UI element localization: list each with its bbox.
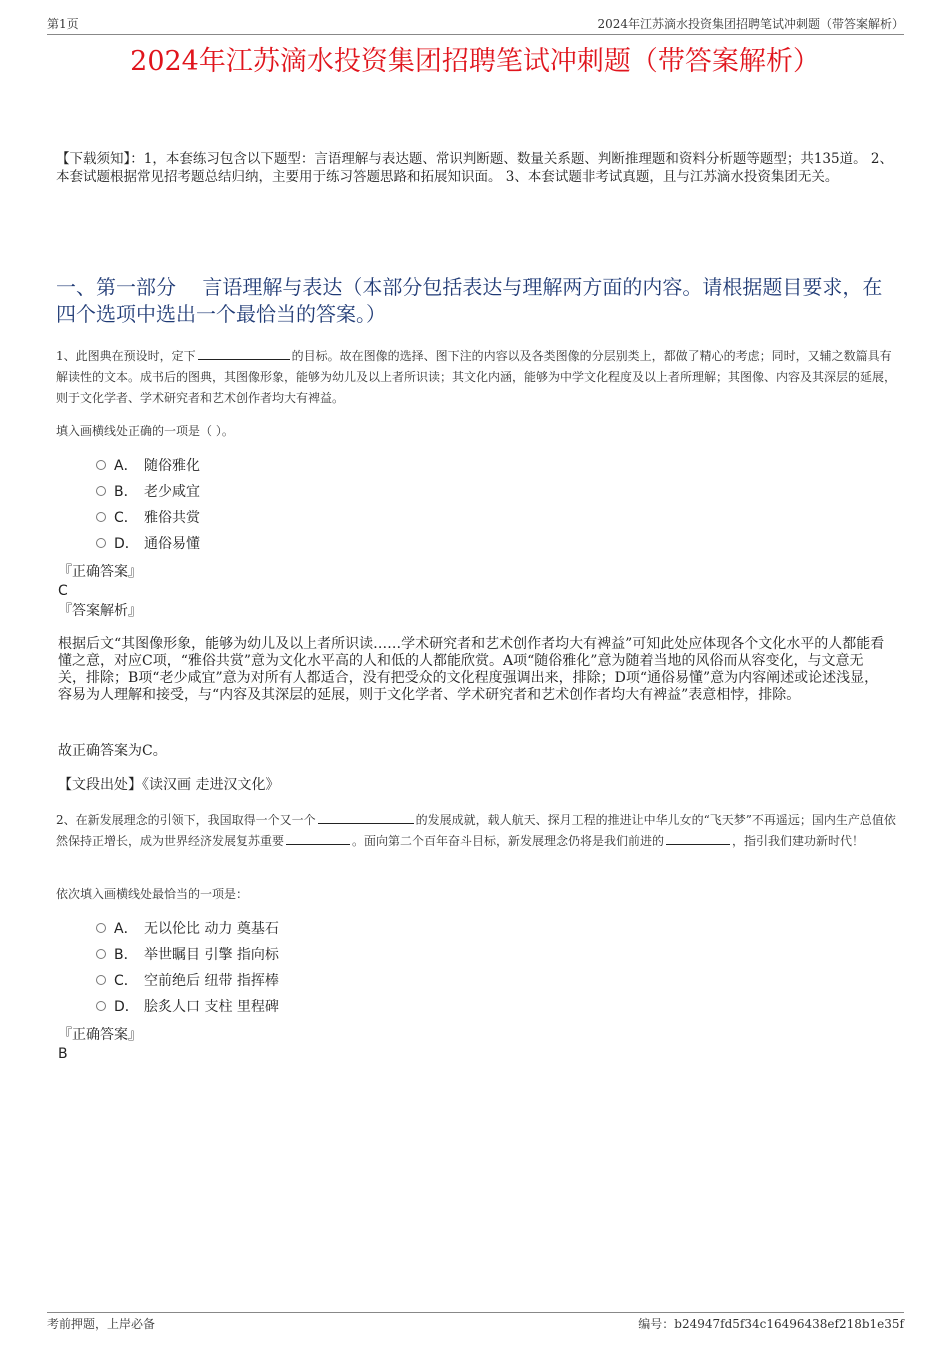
option-d[interactable]: D． 通俗易懂 xyxy=(96,531,200,557)
page-footer xyxy=(47,1312,904,1333)
fill-blank xyxy=(318,810,414,824)
page-number: 第1页 xyxy=(47,17,79,31)
answer-label: 『正确答案』 xyxy=(58,564,142,580)
analysis-label: 『答案解析』 xyxy=(58,603,142,619)
question-1-stem: 1、此图典在预设时，定下 的目标。故在图像的选择、图下注的内容以及各类图像的分层别类上，都做了精心的考虑；同时，又辅之数篇具有解读性的文本。成书后的图典，其图像形象，能够为幼儿及以上者所识读；其文化内涵，能够为中学文化程度及以上者所理解；其图像、内容及其深层的延展，则于文化学者、学术研究者和艺术创作者均大有裨益。 xyxy=(56,346,902,409)
radio-icon[interactable] xyxy=(96,975,106,985)
question-1-prompt: 填入画横线处正确的一项是（ ）。 xyxy=(56,424,234,438)
page-header xyxy=(47,16,904,35)
radio-icon[interactable] xyxy=(96,512,106,522)
radio-icon[interactable] xyxy=(96,538,106,548)
radio-icon[interactable] xyxy=(96,460,106,470)
document-title: 2024年江苏滴水投资集团招聘笔试冲刺题（带答案解析） xyxy=(130,46,820,77)
answer-analysis: 根据后文“其图像形象，能够为幼儿及以上者所识读……学术研究者和艺术创作者均大有裨益”可知此处应体现各个文化水平的人都能看懂之意，对应C项，“雅俗共赏”意为文化水平高的人和低的人都能欣赏。A项“随俗雅化”意为随着当地的风俗而从容变化，与文意无关，排除；B项“老少咸宜”意为对所有人都适合，没有把受众的文化程度强调出来，排除；D项“通俗易懂”意为内容阐述或论述浅显，容易为人理解和接受，与“内容及其深层的延展，则于文化学者、学术研究者和艺术创作者均大有裨益”表意相悖，排除。 xyxy=(58,636,885,703)
option-a[interactable]: A． 无以伦比 动力 奠基石 xyxy=(96,916,279,942)
fill-blank xyxy=(666,831,730,845)
option-d[interactable]: D． 脍炙人口 支柱 里程碑 xyxy=(96,994,279,1020)
footer-slogan: 考前押题，上岸必备 xyxy=(47,1317,156,1331)
option-a[interactable]: A． 随俗雅化 xyxy=(96,453,200,479)
option-c[interactable]: C． 雅俗共赏 xyxy=(96,505,200,531)
radio-icon[interactable] xyxy=(96,923,106,933)
fill-blank xyxy=(286,831,350,845)
passage-source: 【文段出处】《读汉画 走进汉文化》 xyxy=(58,777,280,793)
download-notice: 【下载须知】：1，本套练习包含以下题型：言语理解与表达题、常识判断题、数量关系题、判断推理题和资料分析题等题型；共135道。 2、本套试题根据常见招考题总结归纳，主要用于练习答题思路和拓展知识面。 3、本套试题非考试真题，且与江苏滴水投资集团无关。 xyxy=(56,151,893,185)
question-2-stem: 2、在新发展理念的引领下，我国取得一个又一个 的发展成就，载人航天、探月工程的推进让中华儿女的“飞天梦”不再遥远；国内生产总值依然保持正增长，成为世界经济发展复苏重要 。面向第二个百年奋斗目标，新发展理念仍将是我们前进的 ，指引我们建功新时代！ xyxy=(56,810,902,852)
radio-icon[interactable] xyxy=(96,486,106,496)
header-doc-title: 2024年江苏滴水投资集团招聘笔试冲刺题（带答案解析） xyxy=(597,17,904,31)
answer-value: B xyxy=(58,1046,68,1062)
section-title: 一、第一部分 言语理解与表达（本部分包括表达与理解两方面的内容。请根据题目要求，在四个选项中选出一个最恰当的答案。） xyxy=(56,275,883,326)
radio-icon[interactable] xyxy=(96,949,106,959)
option-b[interactable]: B． 举世瞩目 引擎 指向标 xyxy=(96,942,279,968)
question-1-options xyxy=(96,453,200,557)
question-2-prompt: 依次填入画横线处最恰当的一项是： xyxy=(56,887,249,901)
option-b[interactable]: B． 老少咸宜 xyxy=(96,479,200,505)
answer-value: C xyxy=(58,583,68,599)
answer-conclusion: 故正确答案为C。 xyxy=(58,743,167,759)
option-c[interactable]: C． 空前绝后 纽带 指挥棒 xyxy=(96,968,279,994)
radio-icon[interactable] xyxy=(96,1001,106,1011)
answer-label: 『正确答案』 xyxy=(58,1027,142,1043)
fill-blank xyxy=(198,346,290,360)
question-2-options xyxy=(96,916,279,1020)
footer-code: 编号：b24947fd5f34c16496438ef218b1e35f xyxy=(638,1317,904,1331)
